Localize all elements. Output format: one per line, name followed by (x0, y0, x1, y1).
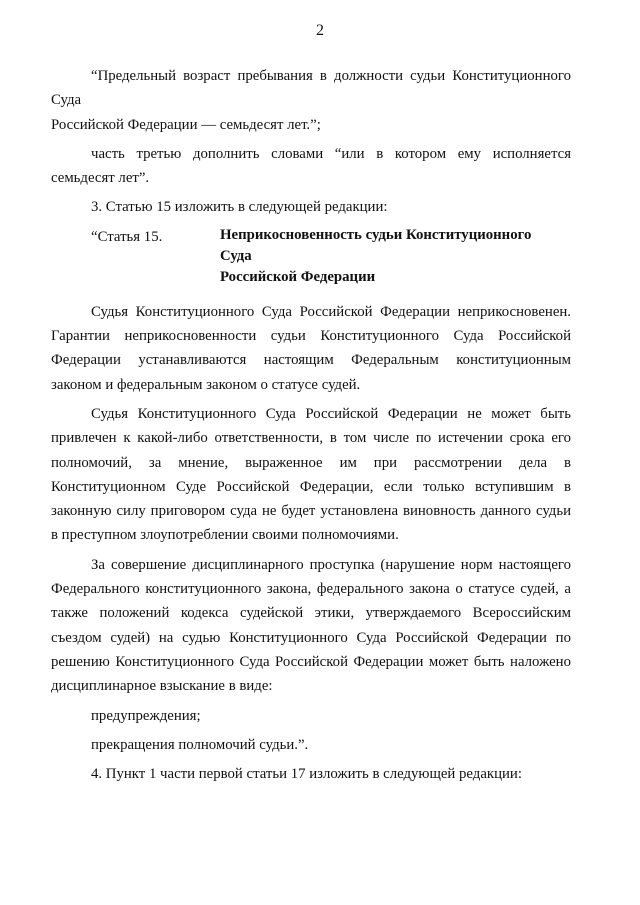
paragraph-5 (51, 402, 571, 548)
article-title (220, 225, 550, 288)
text-line: Судья Конституционного Суда Российской Федерации неприкосновенен. (91, 303, 571, 320)
text-line: часть третью дополнить словами “или в котором ему исполняется (91, 145, 571, 162)
text-line: семьдесят лет”. (51, 170, 150, 187)
text-line: Российской Федерации — семьдесят лет.”; (51, 116, 321, 133)
article-heading (51, 225, 571, 288)
article-label: “Статья 15. (91, 228, 163, 245)
text-line: законную силу приговором суда не будет установлена виновность данного судьи (51, 503, 571, 520)
text-line: привлечен к какой-либо ответственности, в том числе по истечении срока его (51, 430, 571, 447)
paragraph-6 (51, 553, 571, 699)
text-line: За совершение дисциплинарного проступка (нарушение норм настоящего (91, 556, 571, 573)
text-line: в преступном злоупотреблении своими полномочиями. (51, 527, 399, 544)
text-line: полномочий, за мнение, выраженное им при рассмотрении дела в (51, 454, 571, 471)
paragraph-4 (51, 300, 571, 397)
paragraph-1 (51, 64, 571, 137)
document-body (51, 64, 571, 786)
article-title-line: Российской Федерации (220, 268, 376, 285)
article-title-line: Неприкосновенность судьи Конституционного Суда (220, 226, 532, 264)
text-line: дисциплинарное взыскание в виде: (51, 678, 273, 695)
text-line: Конституционном Суде Российской Федерации, если только вступившим в (51, 478, 571, 495)
paragraph-7: 4. Пункт 1 части первой статьи 17 изложить в следующей редакции: (91, 766, 522, 783)
text-line: Судья Конституционного Суда Российской Федерации не может быть (91, 405, 571, 422)
list-item: прекращения полномочий судьи.”. (91, 736, 309, 753)
text-line: съездом судей) на судью Конституционного Суда Российской Федерации по (51, 629, 571, 646)
paragraph-2 (51, 142, 571, 191)
paragraph-3: 3. Статью 15 изложить в следующей редакции: (91, 199, 388, 216)
text-line: Гарантии неприкосновенности судьи Конституционного Суда Российской (51, 328, 571, 345)
text-line: решению Конституционного Суда Российской Федерации может быть наложено (51, 653, 571, 670)
text-line: “Предельный возраст пребывания в должности судьи Конституционного Суда (51, 68, 571, 109)
list-item: предупреждения; (91, 707, 201, 724)
page-number: 2 (316, 22, 324, 39)
text-line: Федерации устанавливаются настоящим Федеральным конституционным (51, 352, 571, 369)
text-line: также положений кодекса судейской этики, утверждаемого Всероссийским (51, 605, 571, 622)
text-line: Федерального конституционного закона, федерального закона о статусе судей, а (51, 581, 571, 598)
text-line: законом и федеральным законом о статусе судей. (51, 376, 361, 393)
